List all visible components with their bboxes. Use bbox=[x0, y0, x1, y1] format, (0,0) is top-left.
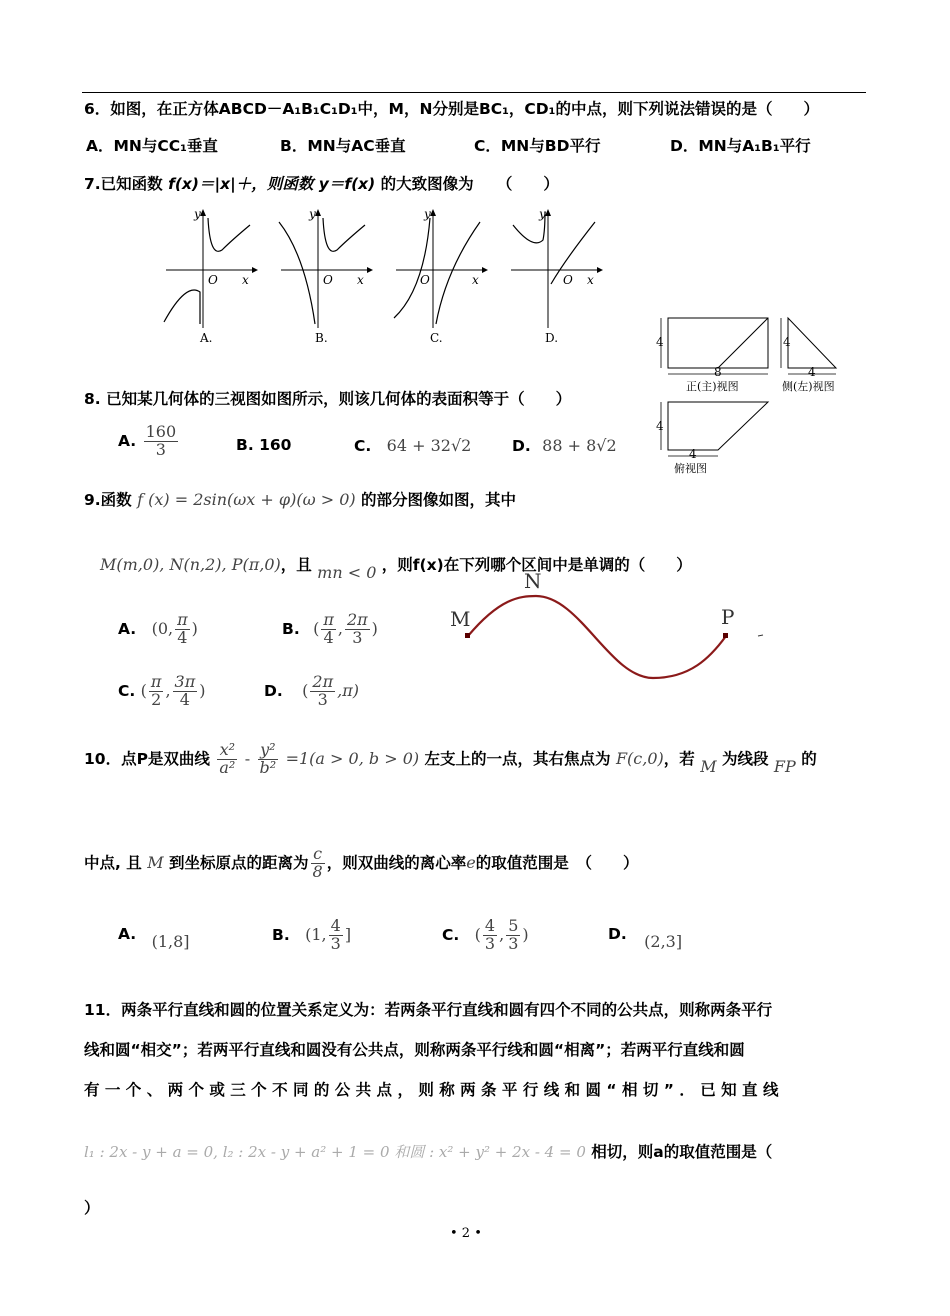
q9-a-label: A. bbox=[118, 619, 137, 638]
q7-graph-c bbox=[394, 207, 488, 345]
q8-option-a-fraction bbox=[144, 424, 179, 459]
q9-b-d1: 4 bbox=[323, 627, 334, 647]
q10-c-d2: 3 bbox=[508, 933, 519, 953]
q7-a-origin: O bbox=[208, 273, 218, 287]
q11-line3: 有 一 个 、 两 个 或 三 个 不 同 的 公 共 点 ， 则 称 两 条 平 行 线 和 圆 “ 相 切 ” ． 已 知 直 线 bbox=[84, 1081, 779, 1099]
q7-stem-y: y＝f(x) bbox=[318, 175, 376, 193]
q10-a-label: A. bbox=[118, 925, 137, 943]
q9-b-n1: π bbox=[323, 610, 334, 629]
q9-sine-graph bbox=[440, 568, 780, 688]
q10-c-over-8 bbox=[311, 846, 325, 881]
q9-c-d1: 2 bbox=[151, 689, 162, 709]
q7-graphs bbox=[160, 200, 610, 350]
q8-option-c bbox=[354, 436, 471, 455]
q9-c-label: C. bbox=[118, 681, 136, 700]
q8-option-b: B. 160 bbox=[236, 436, 292, 454]
q9-cond: mn < 0 bbox=[317, 563, 377, 582]
q8-top-label: 俯视图 bbox=[674, 462, 707, 475]
q7-b-origin: O bbox=[323, 273, 333, 287]
q7-a-y: y bbox=[194, 207, 201, 221]
q10-mid2: ，若 bbox=[663, 749, 695, 768]
q10-c-d1: 3 bbox=[484, 933, 496, 953]
q10-b-den: 3 bbox=[330, 933, 341, 953]
q7-c-origin: O bbox=[420, 273, 430, 287]
q8-front-label: 正(主)视图 bbox=[686, 380, 739, 393]
q11-line1: 11．两条平行直线和圆的位置关系定义为：若两条平行直线和圆有四个不同的公共点，则称两条平行 bbox=[84, 1001, 773, 1019]
q6-option-d: D．MN与A₁B₁平行 bbox=[670, 137, 811, 155]
q9-a-num: π bbox=[177, 610, 188, 629]
q10-hyp-y-num: y² bbox=[258, 742, 279, 760]
q8-option-a bbox=[118, 424, 180, 459]
q9-b-frac2 bbox=[345, 612, 370, 647]
q8-front-dim-width: 8 bbox=[714, 365, 722, 379]
q9-c-d2: 4 bbox=[179, 689, 190, 709]
q10-line2-m: M bbox=[147, 852, 164, 872]
q9-option-c: C. ( $\frac{\pi}{2}$ , $\frac{3\pi}{4}$ ) bbox=[118, 672, 206, 709]
q10-stem-line1: 10．点P是双曲线 $\frac{\text{x²}}{\text{a²}}$ - $\frac{\text{y²}}{\text{b²}}$ =1(a > 0, b > 0) 左支上的一点，其右焦点为 F(c,0)，若 M 为线段 FP 的 bbox=[84, 740, 817, 777]
header-rule bbox=[82, 92, 866, 93]
q9-b-d2: 3 bbox=[352, 627, 363, 647]
q10-mid1: 左支上的一点，其右焦点为 bbox=[424, 749, 611, 768]
q10-de: 的 bbox=[801, 749, 817, 768]
q7-c-x: x bbox=[472, 273, 479, 287]
q10-line2-b: 到坐标原点的距离为 bbox=[169, 853, 309, 872]
q10-c-num: c bbox=[311, 846, 325, 864]
q10-b-left: (1, bbox=[305, 924, 327, 944]
q8-option-c-math: 64 + 32√2 bbox=[386, 436, 472, 455]
q7-d-y: y bbox=[539, 207, 546, 221]
q7-a-label: A. bbox=[200, 331, 213, 345]
q9-point-m bbox=[465, 633, 470, 638]
q10-hyp-x-num: x² bbox=[217, 742, 237, 760]
q9-option-a bbox=[118, 612, 198, 647]
q10-hyp-x bbox=[217, 742, 237, 777]
q9-sine-curve bbox=[468, 596, 726, 678]
q10-c-label: C. bbox=[442, 925, 460, 944]
q6-stem: 6．如图，在正方体ABCD－A₁B₁C₁D₁中，M，N分别是BC₁，CD₁的中点，则下列说法错误的是（ ） bbox=[84, 100, 819, 118]
q7-graph-a bbox=[164, 207, 258, 345]
page-number: • 2 • bbox=[450, 1226, 482, 1241]
q9-b-label: B. bbox=[282, 619, 300, 638]
q9-axis-tick bbox=[758, 635, 763, 636]
q10-hyp-y-den: b² bbox=[259, 757, 277, 777]
q8-three-views bbox=[652, 310, 852, 480]
q9-c-n2: 3π bbox=[174, 672, 196, 691]
q9-b-n2: 2π bbox=[346, 610, 368, 629]
q9-stem-line1 bbox=[84, 488, 516, 510]
q9-and: ，且 bbox=[280, 556, 312, 574]
q9-d-label: D. bbox=[264, 681, 283, 700]
q11-line2: 线和圆“相交”；若两平行直线和圆没有公共点，则称两条平行线和圆“相离”；若两平行直线和圆 bbox=[84, 1041, 745, 1059]
q9-a-left: (0, bbox=[151, 618, 174, 638]
q7-b-x: x bbox=[357, 273, 364, 287]
q7-stem-suffix: 的大致图像为 （ ） bbox=[380, 175, 559, 193]
q9-prefix: 9.函数 bbox=[84, 491, 132, 509]
q7-graph-b bbox=[279, 207, 373, 345]
q9-question: ，则f(x)在下列哪个区间中是单调的（ ） bbox=[381, 556, 692, 574]
q8-side-view bbox=[781, 318, 836, 393]
q9-d-n1: 2π bbox=[312, 672, 334, 691]
q9-d-right: ,π) bbox=[337, 680, 359, 700]
q8-top-dim-height: 4 bbox=[656, 419, 664, 433]
q10-b-right: ] bbox=[344, 924, 352, 944]
q9-b-frac1 bbox=[321, 612, 336, 647]
q9-suffix: 的部分图像如图，其中 bbox=[361, 491, 517, 509]
q10-mid3: 为线段 bbox=[721, 749, 769, 768]
q8-top-dim-width: 4 bbox=[689, 447, 697, 461]
q10-hyp-tail: =1(a > 0, b > 0) bbox=[285, 748, 420, 768]
q8-stem: 8. 已知某几何体的三视图如图所示，则该几何体的表面积等于（ ） bbox=[84, 390, 572, 408]
q9-option-b: B. ( $\frac{\pi}{4}$ , $\frac{2\pi}{3}$ ) bbox=[282, 610, 378, 647]
q9-c-frac1 bbox=[149, 674, 164, 709]
q10-fp: FP bbox=[773, 756, 796, 776]
q9-func: f (x) = 2sin(ωx + φ)(ω > 0) bbox=[137, 490, 356, 509]
q7-graph-d bbox=[511, 207, 603, 345]
q8-option-c-label: C. bbox=[354, 437, 372, 455]
q9-label-m: M bbox=[450, 607, 471, 631]
q7-c-y: y bbox=[424, 207, 431, 221]
q11-close: ） bbox=[84, 1199, 100, 1217]
q9-label-n: N bbox=[524, 569, 542, 593]
q9-c-frac2 bbox=[173, 674, 198, 709]
q10-option-a bbox=[118, 924, 190, 951]
q11-tail: 相切，则a的取值范围是（ bbox=[591, 1143, 773, 1161]
q9-c-n1: π bbox=[150, 672, 162, 691]
q9-a-den: 4 bbox=[177, 627, 188, 647]
q8-front-view bbox=[656, 318, 768, 393]
q8-option-a-label: A. bbox=[118, 431, 137, 450]
q7-d-origin: O bbox=[563, 273, 573, 287]
q9-points: M(m,0), N(n,2), P(π,0) bbox=[100, 555, 281, 574]
q8-side-dim-height: 4 bbox=[783, 335, 791, 349]
q7-b-label: B. bbox=[315, 331, 328, 345]
q6-option-a: A．MN与CC₁垂直 bbox=[86, 137, 218, 155]
q11-math: l₁ : 2x - y + a = 0, l₂ : 2x - y + a² + 1 = 0 和圆 : x² + y² + 2x - 4 = 0 bbox=[84, 1143, 586, 1161]
q7-a-x: x bbox=[242, 273, 249, 287]
q7-stem-func: f(x)＝|x|＋，则函数 bbox=[168, 175, 314, 193]
q10-c-frac1 bbox=[483, 918, 497, 953]
q10-focus: F(c,0) bbox=[615, 748, 664, 768]
q10-c-n1: 4 bbox=[484, 916, 496, 935]
q9-d-d1: 3 bbox=[317, 689, 328, 709]
q10-hyp-y bbox=[258, 742, 279, 777]
q10-d-math: (2,3] bbox=[644, 932, 683, 951]
q8-option-d-math: 88 + 8√2 bbox=[542, 436, 617, 455]
q10-hyp-x-den: a² bbox=[219, 757, 236, 777]
q10-a-math: (1,8] bbox=[151, 932, 190, 951]
q7-d-label: D. bbox=[545, 331, 559, 345]
q10-b-label: B. bbox=[272, 925, 290, 944]
q10-e: e bbox=[466, 852, 476, 872]
q9-d-frac1 bbox=[310, 674, 335, 709]
q11-line4 bbox=[84, 1140, 772, 1162]
q10-c-frac2 bbox=[506, 918, 520, 953]
q9-a-right: ) bbox=[191, 618, 198, 638]
q7-stem bbox=[84, 172, 559, 194]
q8-side-label: 侧(左)视图 bbox=[782, 380, 835, 393]
q7-d-x: x bbox=[587, 273, 594, 287]
q10-option-b bbox=[272, 918, 351, 953]
q8-option-d-label: D. bbox=[512, 437, 531, 455]
q9-option-d: D. ( $\frac{2\pi}{3}$ ,π) bbox=[264, 672, 359, 709]
q10-line2-d: 的取值范围是 （ ） bbox=[475, 853, 639, 872]
q7-b-y: y bbox=[309, 207, 316, 221]
q10-d-label: D. bbox=[608, 925, 627, 943]
q10-prefix: 10．点P是双曲线 bbox=[84, 749, 210, 768]
q7-c-label: C. bbox=[430, 331, 443, 345]
q9-a-fraction bbox=[175, 612, 190, 647]
q10-stem-line2 bbox=[84, 846, 638, 881]
q10-c-den: 8 bbox=[312, 861, 323, 881]
q8-a-den: 3 bbox=[155, 439, 166, 459]
q10-option-c: C. ( $\frac{4}{3}$ , $\frac{5}{3}$ ) bbox=[442, 916, 529, 953]
q10-b-fraction bbox=[329, 918, 343, 953]
q10-option-d bbox=[608, 924, 683, 951]
q6-option-b: B．MN与AC垂直 bbox=[280, 137, 406, 155]
q9-point-p bbox=[723, 633, 728, 638]
q8-top-view bbox=[656, 402, 768, 475]
q6-option-c: C．MN与BD平行 bbox=[474, 137, 601, 155]
q8-a-num: 160 bbox=[145, 422, 177, 441]
q10-line2-a: 中点, 且 bbox=[84, 853, 142, 872]
q7-stem-prefix: 7.已知函数 bbox=[84, 175, 163, 193]
q10-line2-c: ，则双曲线的离心率 bbox=[326, 853, 467, 872]
q9-label-p: P bbox=[721, 605, 735, 629]
q8-option-d bbox=[512, 436, 617, 455]
q8-side-dim-width: 4 bbox=[808, 365, 816, 379]
q10-b-num: 4 bbox=[330, 916, 341, 935]
q8-front-dim-height: 4 bbox=[656, 335, 664, 349]
q10-c-n2: 5 bbox=[508, 916, 519, 935]
q10-m: M bbox=[700, 756, 717, 776]
